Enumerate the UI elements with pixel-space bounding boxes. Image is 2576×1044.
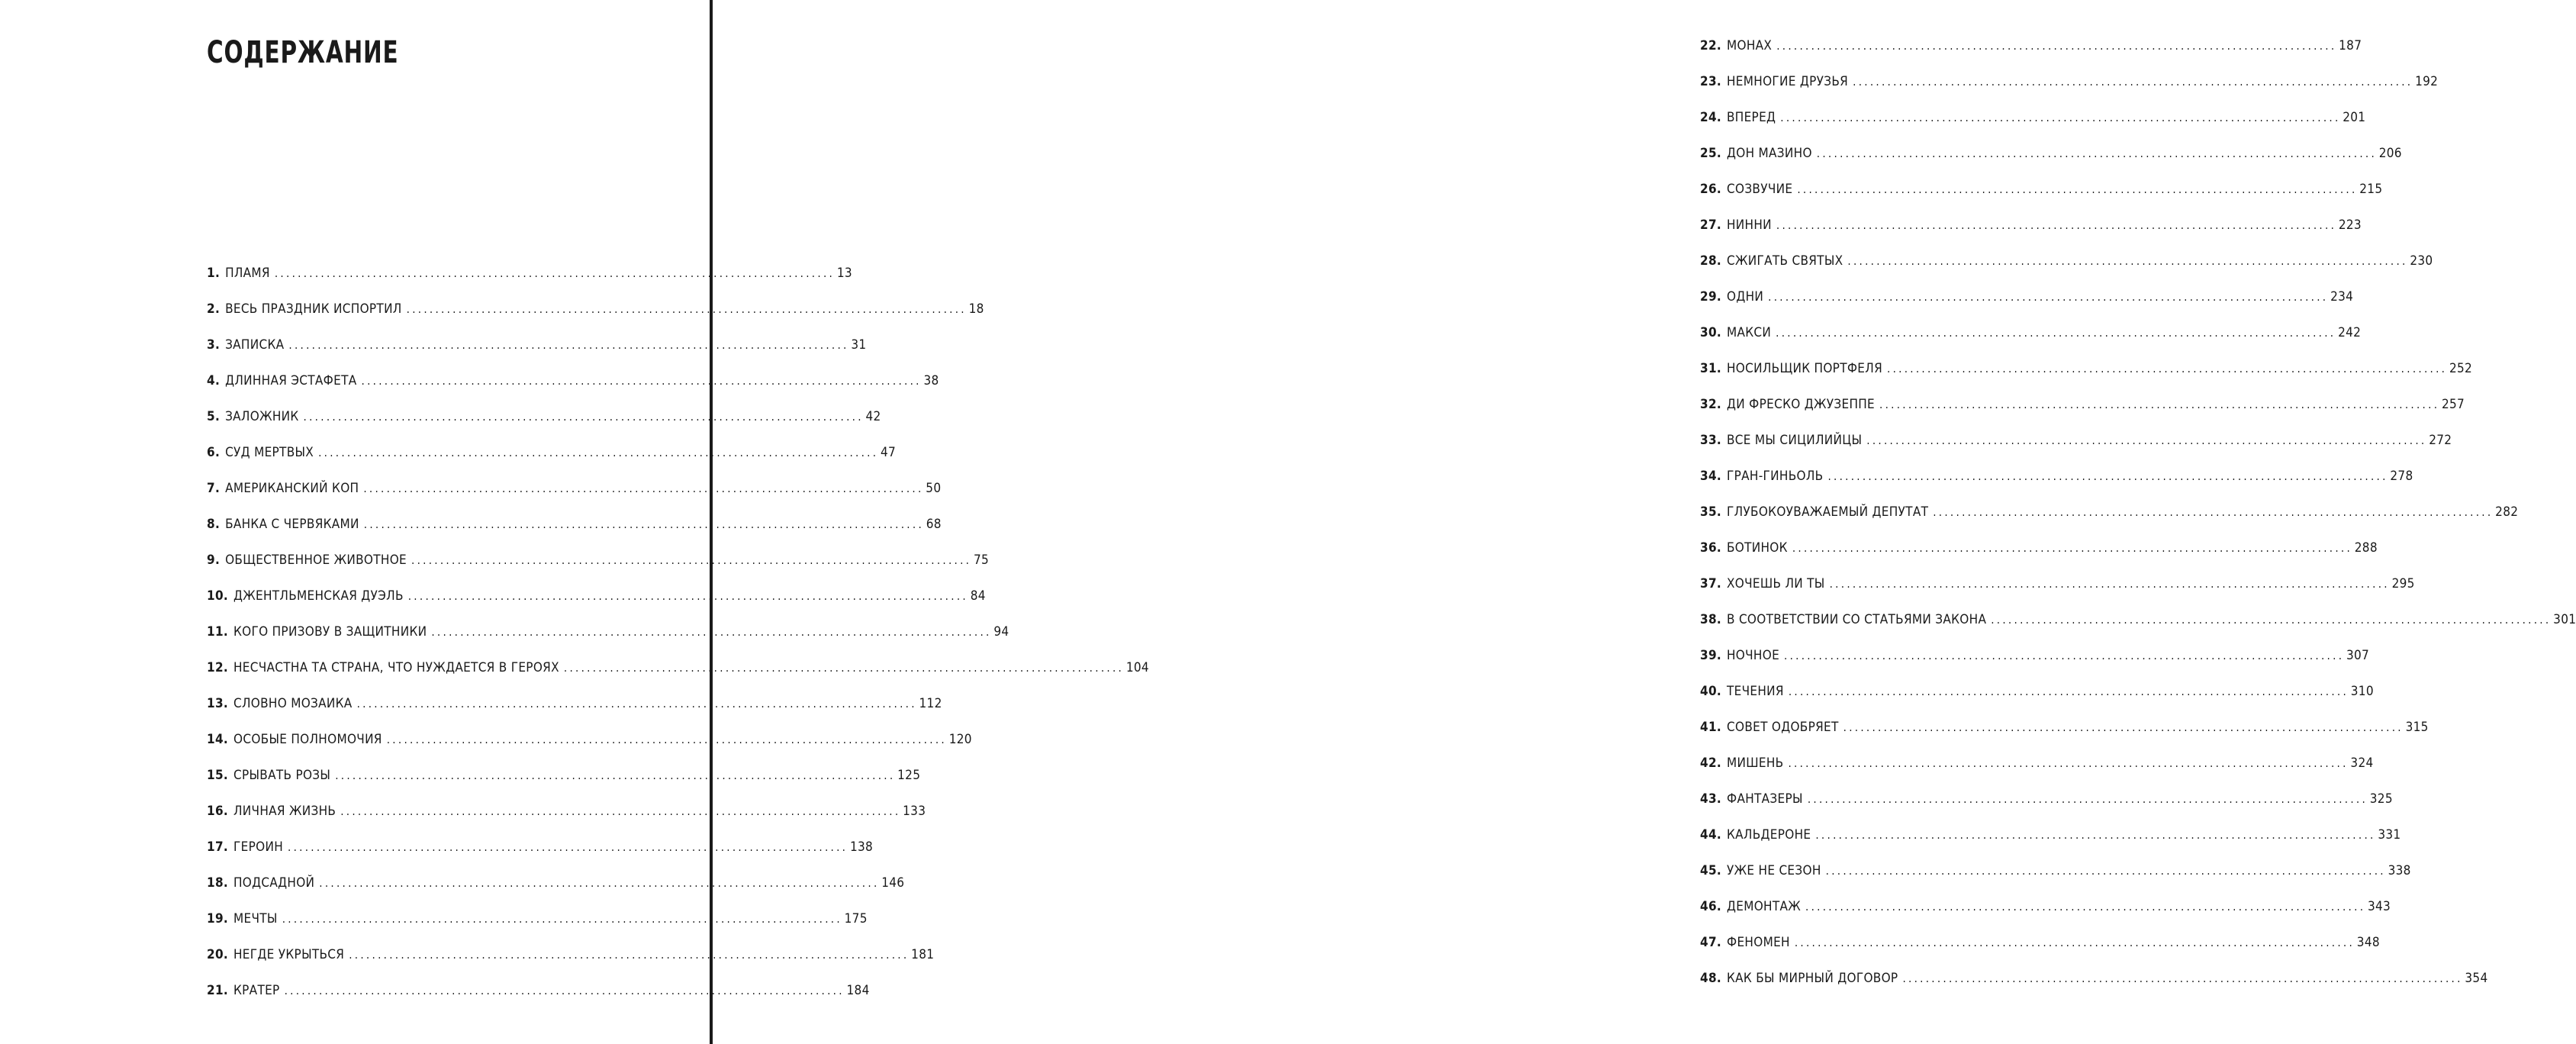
page-number: 295 [2391,576,2415,591]
page-number: 192 [2415,74,2439,89]
toc-entry [207,660,1149,696]
dot-leader [1780,111,2338,124]
page-number: 50 [926,481,942,496]
toc-entry [1700,971,2488,1007]
chapter-number: 15. [207,768,228,783]
page-number: 278 [2390,469,2413,484]
dot-leader [1795,936,2352,949]
toc-list-left [207,266,1149,1019]
toc-entry [207,409,881,445]
page-number: 133 [903,804,926,819]
chapter-number: 32. [1700,397,1721,412]
chapter-title: БАНКА С ЧЕРВЯКАМИ [225,517,359,532]
chapter-title: МЕЧТЫ [233,911,278,926]
toc-entry [1700,289,2354,325]
dot-leader [1866,433,2424,447]
page-number: 234 [2330,289,2354,304]
chapter-number: 42. [1700,756,1721,771]
chapter-number: 37. [1700,576,1721,591]
chapter-number: 22. [1700,38,1721,53]
dot-leader [1805,900,2363,914]
chapter-title: НОЧНОЕ [1727,648,1780,663]
toc-entry [1700,935,2380,971]
chapter-title: ЛИЧНАЯ ЖИЗНЬ [233,804,336,819]
right-page [713,0,2576,1044]
chapter-title: СУД МЕРТВЫХ [225,445,314,460]
toc-entry [1700,38,2362,74]
chapter-number: 43. [1700,791,1721,807]
toc-entry [207,696,942,732]
chapter-number: 39. [1700,648,1721,663]
chapter-title: ПЛАМЯ [225,266,270,281]
toc-entry [207,301,984,337]
chapter-number: 46. [1700,899,1721,914]
toc-entry [1700,576,2415,612]
chapter-title: ДИ ФРЕСКО ДЖУЗЕППЕ [1727,397,1876,412]
chapter-title: АМЕРИКАНСКИЙ КОП [225,481,359,496]
toc-entry [207,588,986,624]
chapter-title: МОНАХ [1727,38,1773,53]
chapter-title: КАЛЬДЕРОНЕ [1727,827,1811,843]
dot-leader [1991,613,2549,627]
chapter-number: 31. [1700,361,1721,376]
chapter-title: НЕГДЕ УКРЫТЬСЯ [233,947,345,962]
chapter-number: 1. [207,266,221,281]
dot-leader [1815,828,2373,842]
page-number: 125 [897,768,921,783]
page-number: 84 [970,588,986,604]
toc-entry [207,911,868,947]
page-number: 242 [2338,325,2362,340]
chapter-title: ГРАН-ГИНЬОЛЬ [1727,469,1824,484]
toc-entry [1700,863,2411,899]
chapter-number: 16. [207,804,228,819]
toc-entry [1700,182,2383,218]
toc-entry [207,983,870,1019]
toc-entry [207,624,1009,660]
chapter-number: 33. [1700,433,1721,448]
chapter-number: 3. [207,337,221,353]
page-number: 104 [1125,660,1149,675]
dot-leader [1768,290,2326,304]
chapter-title: СОВЕТ ОДОБРЯЕТ [1727,720,1839,735]
toc-entry [1700,791,2393,827]
dot-leader [1792,541,2350,555]
dot-leader [1879,398,2437,411]
toc-entry [1700,253,2433,289]
page-number: 223 [2338,218,2362,233]
page-number: 138 [849,839,874,855]
page-number: 348 [2356,935,2380,950]
dot-leader [1827,469,2385,483]
chapter-title: МИШЕНЬ [1727,756,1784,771]
toc-entry [207,517,942,553]
chapter-number: 25. [1700,146,1721,161]
chapter-title: КОГО ПРИЗОВУ В ЗАЩИТНИКИ [233,624,427,640]
dot-leader [1853,75,2410,89]
toc-entry [1700,361,2473,397]
dot-leader [1902,972,2460,985]
page-number: 42 [865,409,881,424]
toc-entry [1700,325,2362,361]
toc-entry [1700,827,2401,863]
dot-leader [1776,39,2334,53]
page-number: 184 [846,983,870,998]
toc-entry [207,839,874,875]
chapter-title: ФАНТАЗЕРЫ [1727,791,1803,807]
page-number: 181 [911,947,935,962]
page-number: 175 [844,911,868,926]
toc-entry [207,337,867,373]
page-number: 38 [923,373,939,388]
chapter-title: ОСОБЫЕ ПОЛНОМОЧИЯ [233,732,382,747]
dot-leader [1788,756,2346,770]
chapter-number: 36. [1700,540,1721,556]
chapter-number: 34. [1700,469,1721,484]
chapter-title: ХОЧЕШЬ ЛИ ТЫ [1727,576,1825,591]
page-number: 307 [2346,648,2370,663]
page-number: 324 [2350,756,2374,771]
chapter-title: СОЗВУЧИЕ [1727,182,1793,197]
toc-title: СОДЕРЖАНИЕ [207,35,399,70]
page-number: 120 [948,732,972,747]
toc-entry [1700,756,2374,791]
chapter-number: 2. [207,301,221,317]
chapter-title: ДЖЕНТЛЬМЕНСКАЯ ДУЭЛЬ [233,588,404,604]
chapter-title: ТЕЧЕНИЯ [1727,684,1784,699]
page-number: 201 [2343,110,2366,125]
page-number: 13 [836,266,852,281]
chapter-title: ГЕРОИН [233,839,283,855]
chapter-number: 24. [1700,110,1721,125]
chapter-number: 21. [207,983,228,998]
chapter-title: БОТИНОК [1727,540,1788,556]
toc-entry [207,947,935,983]
toc-entry [207,804,926,839]
dot-leader [1784,649,2342,662]
chapter-title: ПОДСАДНОЙ [233,875,315,891]
chapter-number: 40. [1700,684,1721,699]
chapter-title: КРАТЕР [233,983,280,998]
chapter-number: 28. [1700,253,1721,269]
dot-leader [1776,218,2334,232]
toc-entry [1700,504,2519,540]
chapter-title: КАК БЫ МИРНЫЙ ДОГОВОР [1727,971,1898,986]
chapter-number: 47. [1700,935,1721,950]
chapter-title: ДЕМОНТАЖ [1727,899,1802,914]
page-number: 112 [919,696,942,711]
chapter-number: 4. [207,373,221,388]
dot-leader [1847,254,2405,268]
chapter-title: УЖЕ НЕ СЕЗОН [1727,863,1821,878]
dot-leader [1826,864,2384,878]
page-number: 68 [926,517,942,532]
chapter-number: 13. [207,696,228,711]
chapter-number: 30. [1700,325,1721,340]
chapter-number: 11. [207,624,228,640]
dot-leader [1776,326,2333,340]
page-number: 282 [2495,504,2519,520]
page-number: 257 [2441,397,2465,412]
chapter-number: 8. [207,517,221,532]
chapter-number: 9. [207,553,221,568]
toc-entry [207,445,897,481]
chapter-number: 23. [1700,74,1721,89]
chapter-number: 7. [207,481,221,496]
page-number: 301 [2553,612,2576,627]
page-number: 215 [2359,182,2383,197]
page-number: 272 [2429,433,2452,448]
chapter-number: 14. [207,732,228,747]
dot-leader [1808,792,2365,806]
page-number: 343 [2367,899,2391,914]
chapter-number: 45. [1700,863,1721,878]
toc-entry [207,481,942,517]
chapter-number: 29. [1700,289,1721,304]
chapter-title: ВЕСЬ ПРАЗДНИК ИСПОРТИЛ [225,301,402,317]
chapter-title: НЕСЧАСТНА ТА СТРАНА, ЧТО НУЖДАЕТСЯ В ГЕРОЯХ [233,660,559,675]
chapter-title: В СООТВЕТСТВИИ СО СТАТЬЯМИ ЗАКОНА [1727,612,1987,627]
chapter-title: ФЕНОМЕН [1727,935,1790,950]
toc-entry [207,373,939,409]
dot-leader [1797,182,2355,196]
page-number: 206 [2378,146,2402,161]
toc-entry [207,875,905,911]
chapter-number: 26. [1700,182,1721,197]
toc-entry [207,553,990,588]
chapter-number: 17. [207,839,228,855]
chapter-number: 19. [207,911,228,926]
chapter-title: ОБЩЕСТВЕННОЕ ЖИВОТНОЕ [225,553,407,568]
dot-leader [1843,720,2401,734]
dot-leader [1789,685,2346,698]
toc-entry [1700,540,2378,576]
page-number: 338 [2388,863,2411,878]
chapter-title: СЖИГАТЬ СВЯТЫХ [1727,253,1843,269]
toc-entry [1700,720,2429,756]
chapter-number: 38. [1700,612,1721,627]
toc-list-right [1700,38,2576,1007]
chapter-title: ЗАЛОЖНИК [225,409,299,424]
page-number: 94 [993,624,1009,640]
toc-entry [1700,218,2362,253]
dot-leader [1817,147,2375,160]
page-number: 325 [2369,791,2393,807]
toc-entry [1700,648,2370,684]
toc-entry [207,266,852,301]
chapter-number: 20. [207,947,228,962]
page-number: 288 [2354,540,2378,556]
toc-entry [1700,469,2413,504]
toc-entry [1700,110,2366,146]
chapter-title: ЗАПИСКА [225,337,285,353]
page-number: 252 [2449,361,2473,376]
chapter-title: МАКСИ [1727,325,1772,340]
chapter-number: 10. [207,588,228,604]
page-number: 310 [2350,684,2374,699]
page-number: 230 [2410,253,2433,269]
chapter-number: 5. [207,409,221,424]
page-number: 31 [851,337,867,353]
chapter-title: НЕМНОГИЕ ДРУЗЬЯ [1727,74,1849,89]
chapter-title: СРЫВАТЬ РОЗЫ [233,768,331,783]
chapter-title: ОДНИ [1727,289,1764,304]
chapter-number: 48. [1700,971,1721,986]
toc-entry [1700,899,2391,935]
toc-entry [1700,612,2576,648]
chapter-title: ГЛУБОКОУВАЖАЕМЫЙ ДЕПУТАТ [1727,504,1929,520]
page-number: 354 [2465,971,2488,986]
page-number: 331 [2378,827,2401,843]
chapter-title: ДЛИННАЯ ЭСТАФЕТА [225,373,357,388]
page-number: 187 [2339,38,2362,53]
page-number: 18 [968,301,984,317]
chapter-number: 35. [1700,504,1721,520]
page-number: 315 [2405,720,2429,735]
toc-entry [207,732,972,768]
toc-entry [207,768,921,804]
left-page [0,0,1149,1044]
chapter-title: ВПЕРЕД [1727,110,1776,125]
chapter-title: НОСИЛЬЩИК ПОРТФЕЛЯ [1727,361,1883,376]
chapter-number: 44. [1700,827,1721,843]
chapter-title: ДОН МАЗИНО [1727,146,1812,161]
chapter-title: СЛОВНО МОЗАИКА [233,696,353,711]
chapter-number: 12. [207,660,228,675]
chapter-number: 6. [207,445,221,460]
dot-leader [1887,362,2445,375]
page-number: 75 [973,553,990,568]
toc-entry [1700,74,2439,110]
chapter-number: 41. [1700,720,1721,735]
dot-leader [1933,505,2491,519]
chapter-title: НИННИ [1727,218,1772,233]
toc-entry [1700,433,2452,469]
page-number: 47 [881,445,897,460]
page-number: 146 [881,875,905,891]
dot-leader [1830,577,2388,591]
chapter-number: 18. [207,875,228,891]
toc-entry [1700,684,2374,720]
chapter-title: ВСЕ МЫ СИЦИЛИЙЦЫ [1727,433,1863,448]
toc-entry [1700,146,2402,182]
chapter-number: 27. [1700,218,1721,233]
toc-entry [1700,397,2465,433]
